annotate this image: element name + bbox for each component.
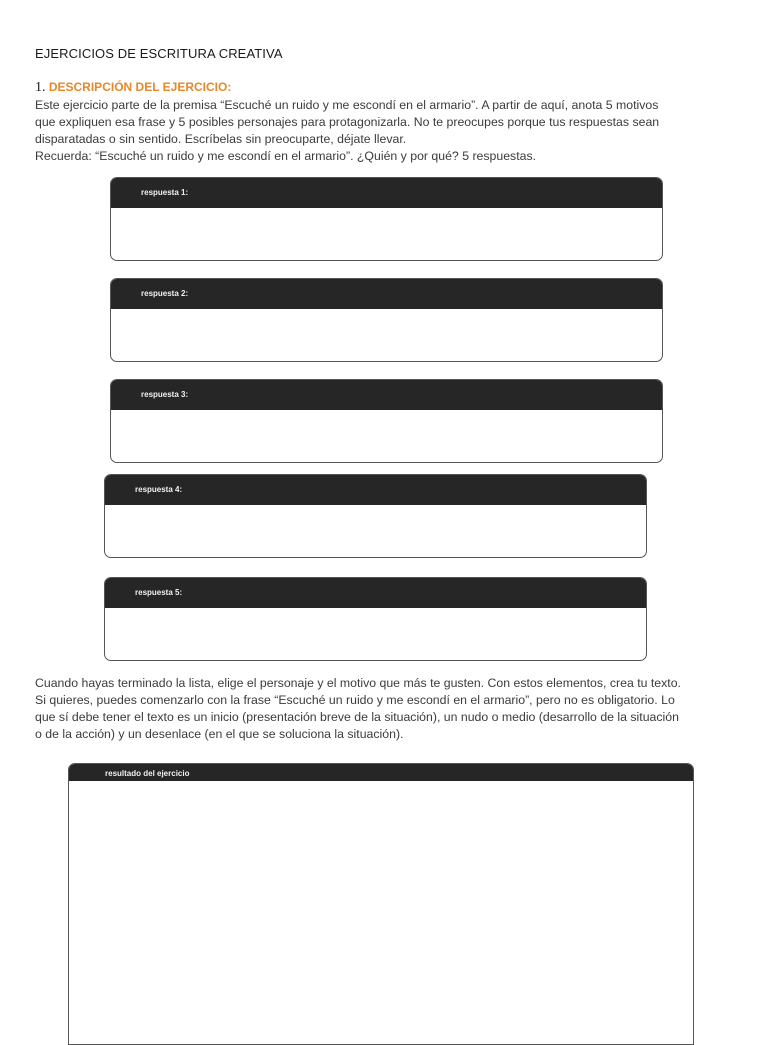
instructions-paragraph xyxy=(35,675,725,743)
instructions-line: que sí debe tener el texto es un inicio (presentación breve de la situación), un nudo o medio (desarrollo de la situación xyxy=(35,710,679,724)
section-heading xyxy=(35,80,231,96)
answer-box-4[interactable] xyxy=(104,474,647,558)
intro-line: Recuerda: “Escuché un ruido y me escondí en el armario”. ¿Quién y por qué? 5 respuestas. xyxy=(35,149,537,163)
intro-line: que expliquen esa frase y 5 posibles personajes para protagonizarla. No te preocupes porque tus respuestas sean xyxy=(35,115,660,129)
answer-box-label: respuesta 5: xyxy=(105,578,646,608)
instructions-line: o de la acción) y un desenlace (en el que se soluciona la situación). xyxy=(35,727,404,741)
instructions-line: Si quieres, puedes comenzarlo con la frase “Escuché un ruido y me escondí en el armario”, pero no es obligatorio. Lo xyxy=(35,693,675,707)
instructions-line: Cuando hayas terminado la lista, elige el personaje y el motivo que más te gusten. Con estos elementos, crea tu texto. xyxy=(35,676,681,690)
intro-line: Este ejercicio parte de la premisa “Escuché un ruido y me escondí en el armario”. A partir de aquí, anota 5 motivos xyxy=(35,98,659,112)
intro-line: disparatadas o sin sentido. Escríbelas sin preocuparte, déjate llevar. xyxy=(35,132,407,146)
answer-box-2[interactable] xyxy=(110,278,663,362)
result-box[interactable] xyxy=(68,763,694,1045)
answer-box-label: respuesta 3: xyxy=(111,380,662,410)
answer-box-3[interactable] xyxy=(110,379,663,463)
result-box-label: resultado del ejercicio xyxy=(69,764,693,781)
section-number: 1. xyxy=(35,80,46,95)
document-title: EJERCICIOS DE ESCRITURA CREATIVA xyxy=(35,46,283,61)
section-label: DESCRIPCIÓN DEL EJERCICIO: xyxy=(48,80,232,94)
intro-paragraph xyxy=(35,97,725,165)
answer-box-5[interactable] xyxy=(104,577,647,661)
answer-box-label: respuesta 4: xyxy=(105,475,646,505)
answer-box-1[interactable] xyxy=(110,177,663,261)
answer-box-label: respuesta 2: xyxy=(111,279,662,309)
answer-box-label: respuesta 1: xyxy=(111,178,662,208)
